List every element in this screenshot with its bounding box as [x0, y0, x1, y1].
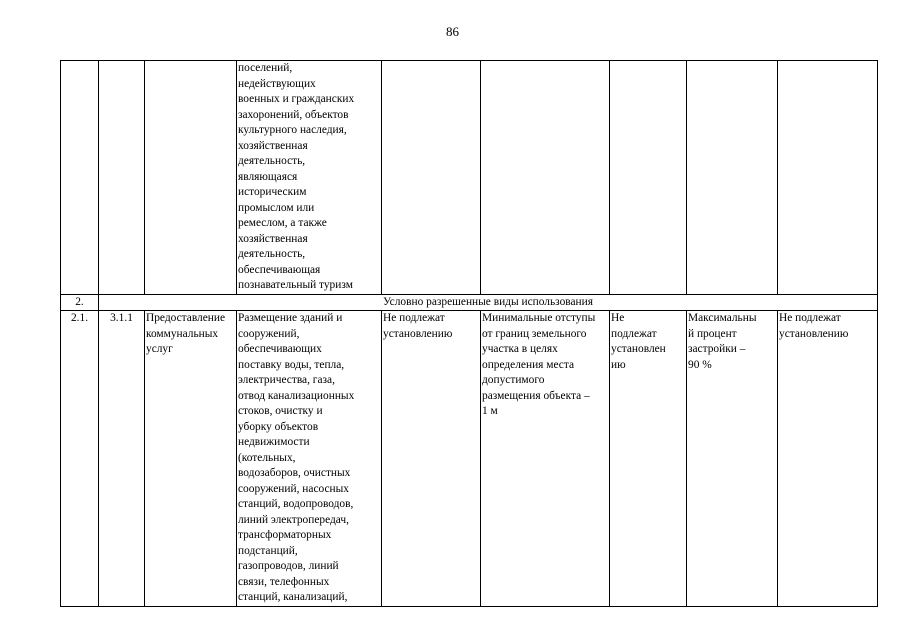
continuation-col9-cell — [778, 61, 878, 295]
row-col9-cell: Не подлежат установлению — [778, 311, 878, 607]
row-col8-cell: Максимальны й процент застройки – 90 % — [687, 311, 778, 607]
continuation-name-cell — [145, 61, 237, 295]
continuation-col8-cell — [687, 61, 778, 295]
table-row — [61, 311, 878, 607]
continuation-col6-cell — [481, 61, 610, 295]
continuation-col5-cell — [382, 61, 481, 295]
continuation-description-cell: поселений, недействующих военных и гражданских захоронений, объектов культурного наследия, хозяйственная деятельность, являющаяся историческим промыслом или ремеслом, а также хозяйственная деятельность, обеспечивающая познавательный туризм — [237, 61, 382, 295]
continuation-col7-cell — [610, 61, 687, 295]
section-number-cell: 2. — [61, 294, 99, 311]
row-col5-cell: Не подлежат установлению — [382, 311, 481, 607]
row-name-cell: Предоставление коммунальных услуг — [145, 311, 237, 607]
row-col6-cell: Минимальные отступы от границ земельного участка в целях определения места допустимого размещения объекта – 1 м — [481, 311, 610, 607]
zoning-regulations-table — [60, 60, 878, 607]
row-code-cell: 3.1.1 — [99, 311, 145, 607]
continuation-code-cell — [99, 61, 145, 295]
continuation-number-cell — [61, 61, 99, 295]
continuation-row — [61, 61, 878, 295]
page-number: 86 — [446, 24, 459, 39]
section-row — [61, 294, 878, 311]
row-description-cell: Размещение зданий и сооружений, обеспечивающих поставку воды, тепла, электричества, газа, отвод канализационных стоков, очистку и уборку объектов недвижимости (котельных, водозаборов, очистных сооружений, насосных станций, водопроводов, линий электропередач, трансформаторных подстанций, газопроводов, линий связи, телефонных станций, канализаций, — [237, 311, 382, 607]
section-title-cell: Условно разрешенные виды использования — [99, 294, 878, 311]
row-col7-cell: Не подлежат установлен ию — [610, 311, 687, 607]
row-number-cell: 2.1. — [61, 311, 99, 607]
